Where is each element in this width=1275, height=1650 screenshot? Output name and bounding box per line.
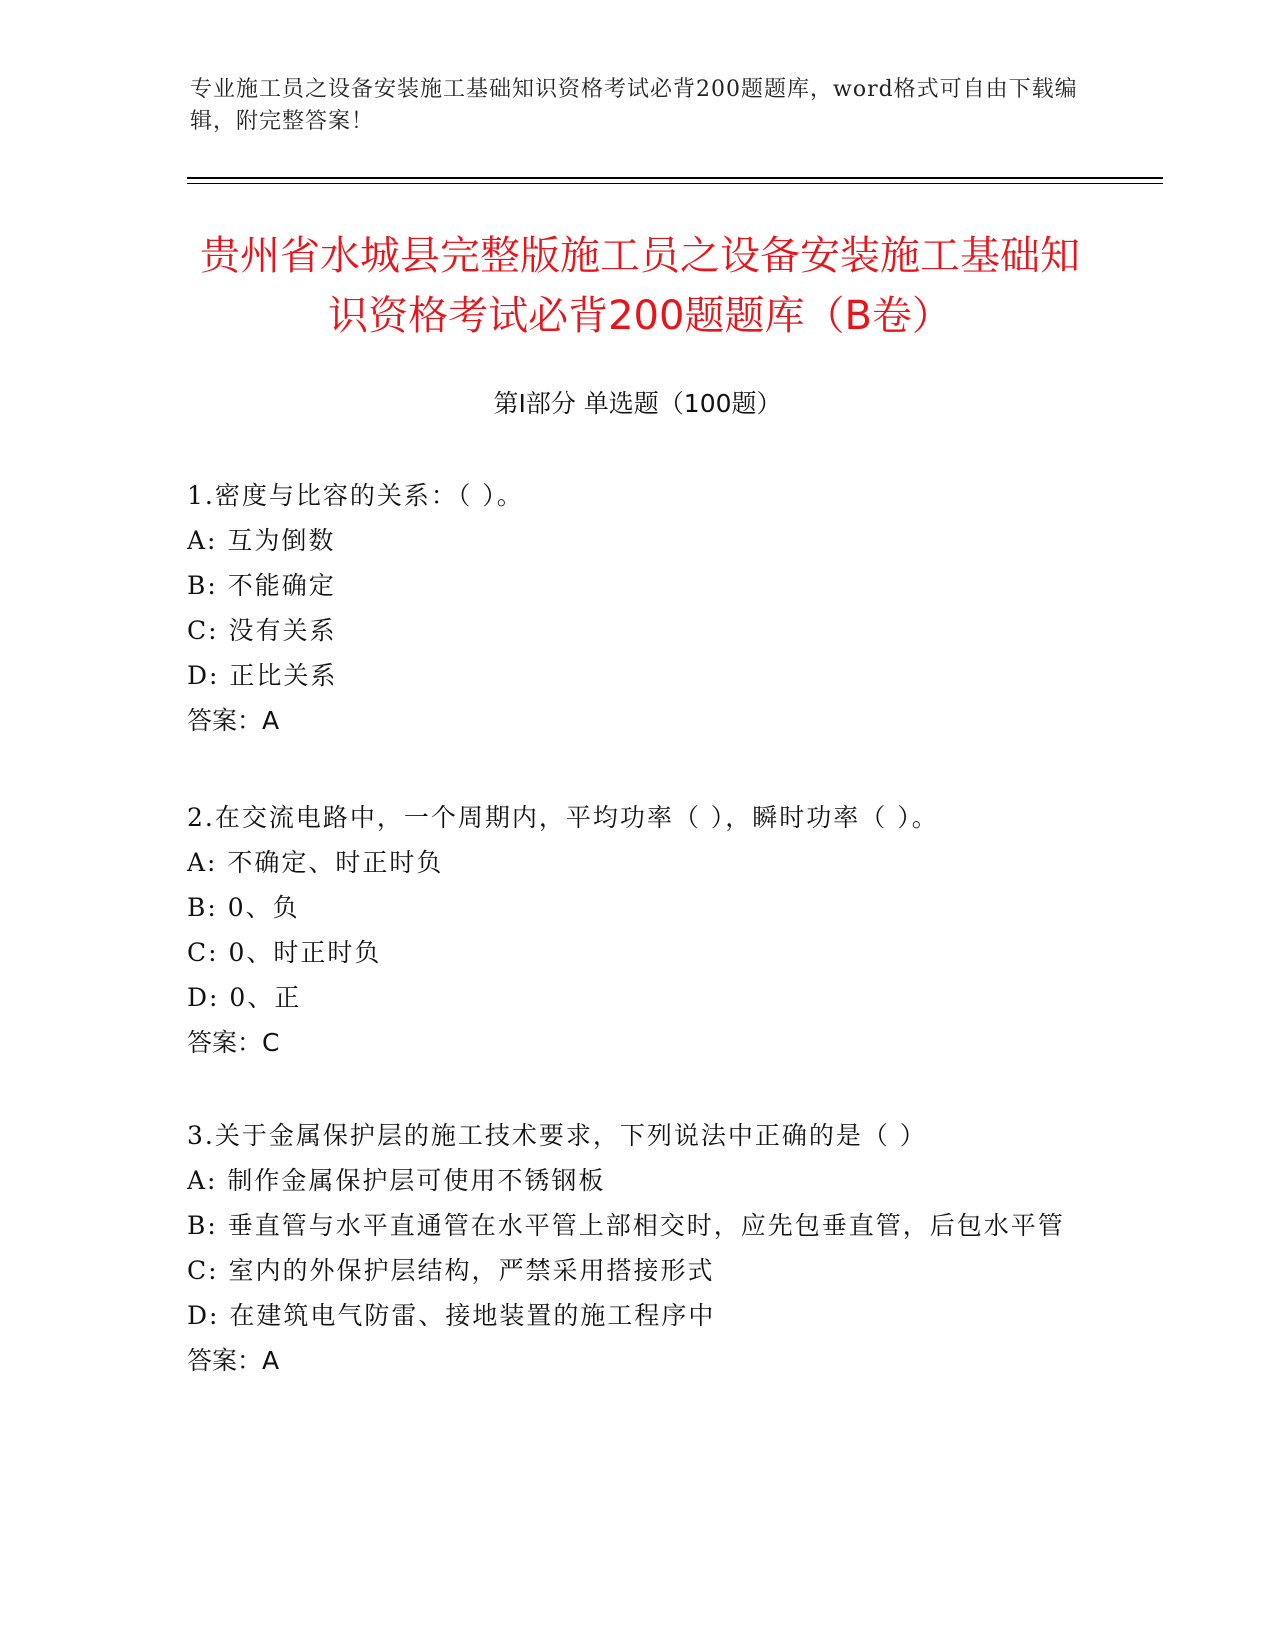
question-stem: 2.在交流电路中，一个周期内，平均功率（ ），瞬时功率（ ）。	[187, 803, 939, 832]
answer-line	[187, 1338, 1067, 1383]
answer-label: 答案：	[187, 1028, 263, 1057]
option-d: D: 在建筑电气防雷、接地装置的施工程序中	[187, 1301, 716, 1330]
question-stem: 1.密度与比容的关系：（ ）。	[187, 481, 524, 510]
answer-label: 答案：	[187, 706, 263, 735]
option-c: C: 没有关系	[187, 616, 337, 645]
question-1	[187, 473, 1067, 743]
question-3	[187, 1113, 1067, 1383]
option-b: B: 垂直管与水平直通管在水平管上部相交时，应先包垂直管，后包水平管	[187, 1211, 1065, 1240]
answer-value: A	[262, 706, 280, 735]
option-d: D: 正比关系	[187, 661, 338, 690]
section-heading: 第I部分 单选题（100题）	[493, 389, 782, 418]
answer-label: 答案：	[187, 1346, 263, 1375]
answer-line	[187, 1020, 1067, 1065]
question-2	[187, 795, 1067, 1065]
header-rule-thick	[187, 177, 1163, 179]
option-a: A: 不确定、时正时负	[187, 848, 444, 877]
question-stem: 3.关于金属保护层的施工技术要求，下列说法中正确的是（ ）	[187, 1121, 927, 1150]
option-b: B: 0、负	[187, 893, 300, 922]
intro-text: 专业施工员之设备安装施工基础知识资格考试必背200题题库，word格式可自由下载编辑，附完整答案！	[190, 77, 1078, 134]
document-title: 贵州省水城县完整版施工员之设备安装施工基础知识资格考试必背200题题库（B卷）	[200, 233, 1080, 339]
option-d: D: 0、正	[187, 983, 302, 1012]
option-c: C: 0、时正时负	[187, 938, 382, 967]
answer-value: C	[262, 1028, 280, 1057]
option-a: A: 互为倒数	[187, 526, 336, 555]
answer-line	[187, 698, 1067, 743]
option-c: C: 室内的外保护层结构，严禁采用搭接形式	[187, 1256, 715, 1285]
option-a: A: 制作金属保护层可使用不锈钢板	[187, 1166, 606, 1195]
header-rule-thin	[187, 183, 1163, 184]
answer-value: A	[262, 1346, 280, 1375]
option-b: B: 不能确定	[187, 571, 336, 600]
